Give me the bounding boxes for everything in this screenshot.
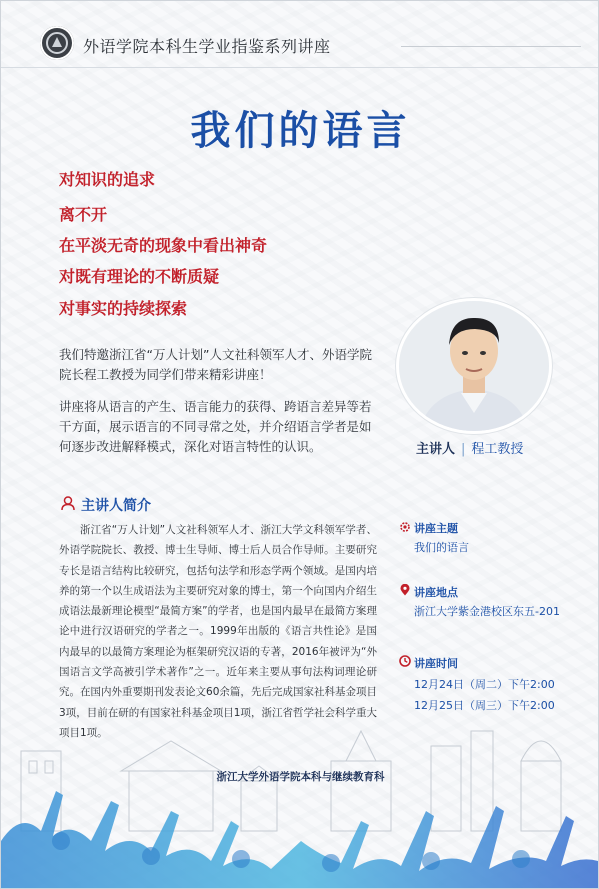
slogan-1: 对知识的追求 xyxy=(59,170,156,189)
header xyxy=(1,1,598,68)
header-divider xyxy=(401,46,581,47)
header-title: 外语学院本科生学业指鉴系列讲座 xyxy=(83,37,331,56)
intro-paragraph-1: 我们特邀浙江省“万人计划”人文社科领军人才、外语学院院长程工教授为同学们带来精彩讲座！ xyxy=(59,347,372,382)
bio-heading: 主讲人简介 xyxy=(81,498,151,514)
topic-label: 讲座主题 xyxy=(414,522,458,535)
speaker-line xyxy=(416,438,523,457)
intro-paragraph-2: 讲座将从语言的产生、语言能力的获得、跨语言差异等若干方面，展示语言的不同寻常之处，并介绍语言学者是如何逐步改进解释模式，深化对语言特性的认识。 xyxy=(59,399,372,454)
time-2: 12月25日（周三）下午2:00 xyxy=(414,699,555,712)
university-logo-icon xyxy=(40,26,74,60)
slogan-2: 离不开 xyxy=(59,205,108,224)
speaker-name: 程工教授 xyxy=(471,442,524,457)
clock-icon xyxy=(399,655,411,667)
slogan-4: 对既有理论的不断质疑 xyxy=(59,267,220,286)
venue-label: 讲座地点 xyxy=(414,586,458,599)
topic-value: 我们的语言 xyxy=(414,541,469,554)
speaker-portrait xyxy=(396,298,552,434)
gear-icon xyxy=(399,521,411,533)
slogan-3: 在平淡无奇的现象中看出神奇 xyxy=(59,236,268,255)
speaker-label: 主讲人 xyxy=(416,442,456,457)
time-1: 12月24日（周二）下午2:00 xyxy=(414,678,555,691)
slogan-5: 对事实的持续探索 xyxy=(59,299,188,318)
footer-organizer: 浙江大学外语学院本科与继续教育科 xyxy=(216,771,385,783)
main-title: 我们的语言 xyxy=(190,108,411,154)
time-label: 讲座时间 xyxy=(414,657,458,670)
speaker-separator: | xyxy=(461,442,466,457)
person-outline-icon xyxy=(61,496,75,511)
location-pin-icon xyxy=(399,584,411,596)
bio-text: 浙江省“万人计划”人文社科领军人才、浙江大学文科领军学者、外语学院院长、教授、博士生导师、博士后人员合作导师。主要研究专长是语言结构比较研究，包括句法学和形态学两个领域。是国内培养的第一个以生成语法为主要研究对象的博士，第一个向国内介绍生成语法最新理论模型“最简方案”的学者，也是国内最早在最简方案理论中进行汉语研究的学者之一。1999年出版的《语言共性论》是国内最早的以最简方案理论为框架研究汉语的专著，2016年被评为“外国语言文学高被引学术著作”之一。近年来主要从事句法构词理论研究。在国内外重要期刊发表论文60余篇，先后完成国家社科基金项目3项，目前在研的有国家社科基金项目1项，浙江省哲学社会科学重大项目1项。 xyxy=(59,524,377,739)
venue-value: 浙江大学紫金港校区东五-201 xyxy=(414,605,560,618)
